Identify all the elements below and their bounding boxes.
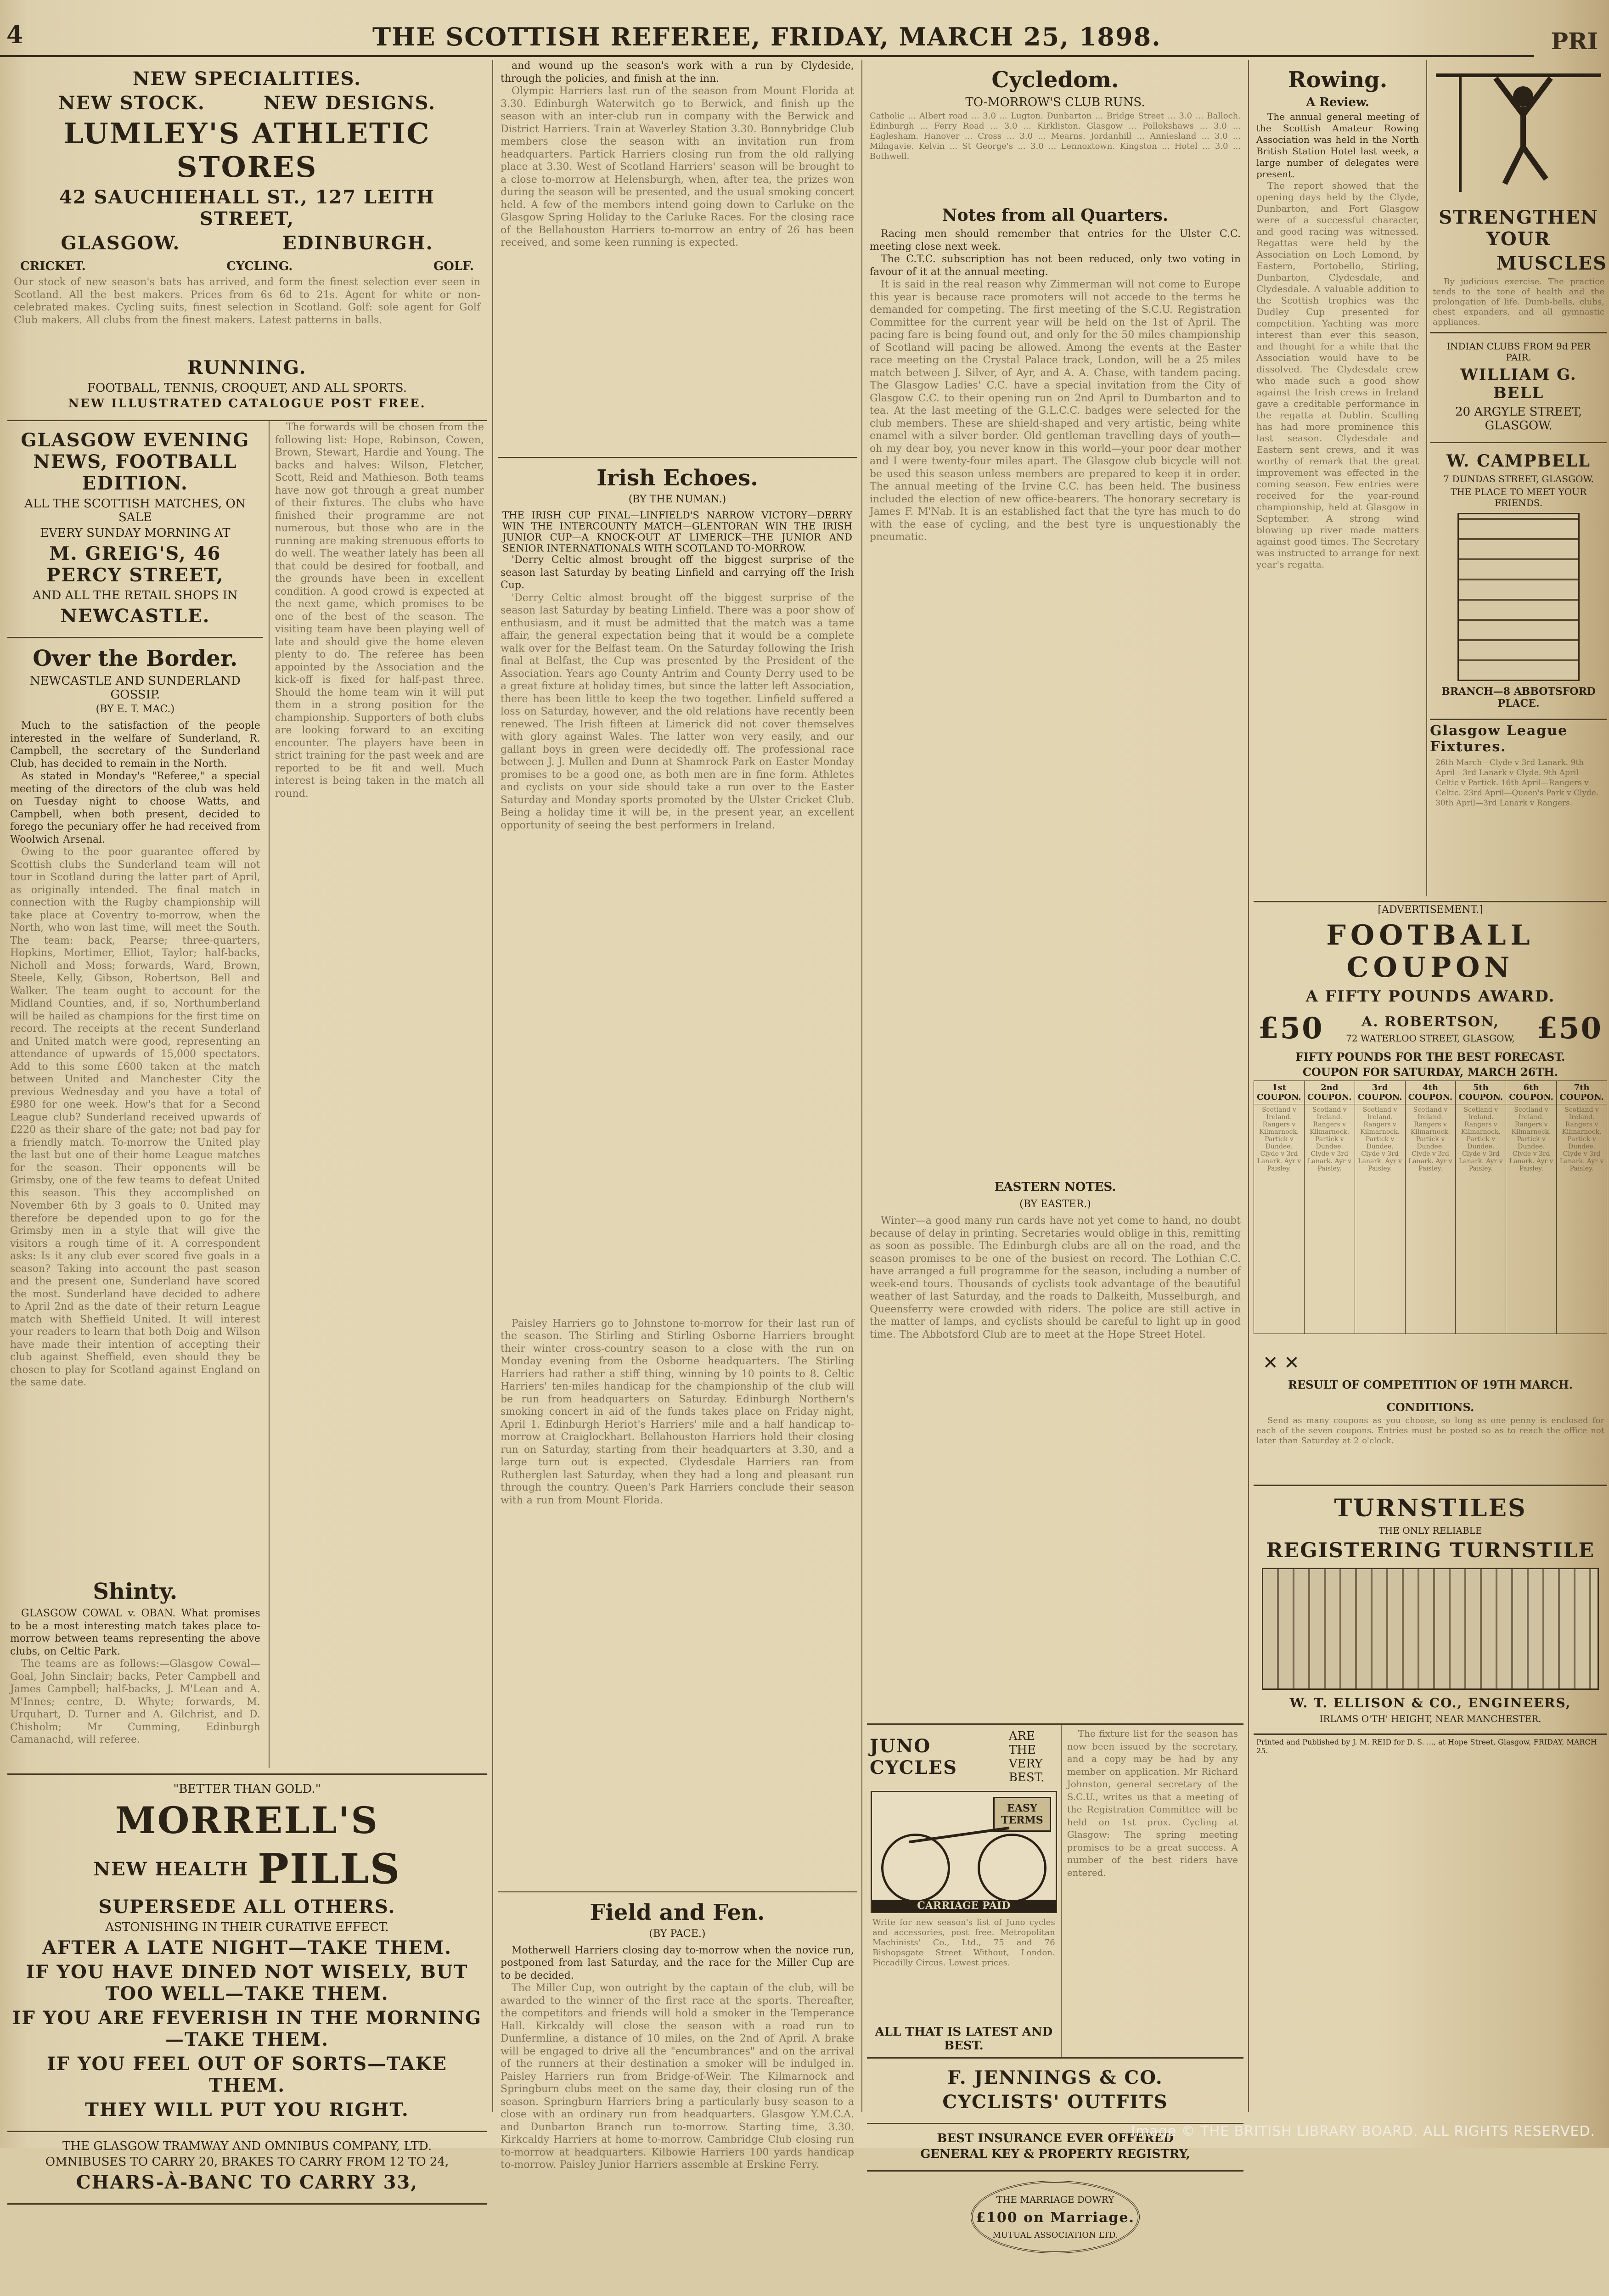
bicycle-illustration [871, 1791, 1057, 1913]
article-paragraph: 'Derry Celtic almost brought off the biggest surprise of the season last Saturday by beating Linfield and carrying off the Irish Cup. [501, 554, 854, 592]
article-paragraph: As stated in Monday's "Referee," a special meeting of the directors of the club was held on Tuesday night to choose Watts, and Campbell, when both present, decided to forego the pecuniary offer he had received from Woolwich Arsenal. [10, 770, 260, 846]
bicycle-wheel-icon [978, 1834, 1046, 1902]
coupon-table: 1st COUPON. 2nd COUPON. 3rd COUPON. 4th COUPON. 5th COUPON. 6th COUPON. 7th COUPON. Scotland v Ireland. Rangers v Kilmarnock. Partick v Dundee. Clyde v 3rd Lanark. Ayr v Paisley. Scotland v Ireland. Rangers v Kilmarnock. Partick v Dundee. Clyde v 3rd Lanark. Ayr v Paisley. Scotland v Ireland. Rangers v Kilmarnock. Partick v Dundee. Clyde v 3rd Lanark. Ayr v Paisley. Scotland v Ireland. Rangers v Kilmarnock. Partick v Dundee. Clyde v 3rd Lanark. Ayr v Paisley. Scotland v Ireland. Rangers v Kilmarnock. Partick v Dundee. Clyde v 3rd Lanark. Ayr v Paisley. Scotland v Ireland. Rangers v Kilmarnock. Partick v Dundee. Clyde v 3rd Lanark. Ayr v Paisley. Scotland v Ireland. Rangers v Kilmarnock. Partick v Dundee. Clyde v 3rd Lanark. Ayr v Paisley. [1254, 1080, 1607, 1334]
ad-address: 72 WATERLOO STREET, GLASGOW, [1346, 1033, 1515, 1044]
article-headline: Shinty. [7, 1579, 263, 1604]
ad-line: CHARS-À-BANC TO CARRY 33, [11, 2172, 483, 2193]
column-4 [1254, 60, 1607, 2112]
ad-body-text: By judicious exercise. The practice tends to the tone of health and the prolongation of life. Dumb-bells, clubs, chest expanders, and all gymnastic appliances. [1433, 277, 1604, 332]
article-subhead: THE IRISH CUP FINAL—LINFIELD'S NARROW VICTORY—DERRY WIN THE INTERCOUNTY MATCH—GLENTORAN WIN THE IRISH JUNIOR CUP—A KNOCK-OUT AT LIMERICK—THE JUNIOR AND SENIOR INTERNATIONALS WITH SCOTLAND TO-MORROW. [502, 510, 852, 554]
ad-title: WILLIAM G. BELL [1434, 366, 1603, 402]
article-headline: Irish Echoes. [498, 465, 857, 491]
ad-footer: NEW ILLUSTRATED CATALOGUE POST FREE. [11, 397, 483, 411]
article-subhead: A Review. [1254, 96, 1422, 109]
ad-line: NEW STOCK. NEW DESIGNS. [11, 92, 483, 114]
ad-line: AND ALL THE RETAIL SHOPS IN [11, 589, 259, 602]
easy-terms-badge: EASY TERMS [993, 1797, 1051, 1832]
ad-line: FIFTY POUNDS FOR THE BEST FORECAST. [1254, 1050, 1607, 1064]
bell-advert [1430, 332, 1607, 443]
ad-category: FOOTBALL, TENNIS, CROQUET, AND ALL SPORTS. [11, 381, 483, 395]
ad-line: "BETTER THAN GOLD." [11, 1782, 483, 1796]
column-rule [1248, 60, 1249, 2112]
gymnast-illustration [1431, 64, 1606, 202]
ad-title: F. JENNINGS & CO. [871, 2067, 1240, 2088]
ad-line: MUTUAL ASSOCIATION LTD. [992, 2230, 1118, 2240]
ad-line: NEWCASTLE. [11, 605, 259, 627]
page-number: 4 [6, 21, 23, 49]
ad-line: BRANCH—8 ABBOTSFORD PLACE. [1434, 686, 1603, 709]
article-paragraph: GLASGOW COWAL v. OBAN. What promises to be a most interesting match takes place to-morrow between teams representing the above clubs, on Celtic Park. [10, 1607, 260, 1658]
juno-cycles-advert [867, 1725, 1062, 2057]
article-body-text: Winter—a good many run cards have not yet come to hand, no doubt because of delay in printing. Secretaries would oblige in this, remitting as soon as possible. The Edinburgh clubs are all on the road, and the season promises to be one of the busiest on record. The Lothian C.C. have arranged a full programme for the season, including a number of week-end tours. Thousands of cyclists took advantage of the beautiful weather of last Saturday, and the roads to Dalkeith, Musselburgh, and Queensferry were crowded with riders. The police are still active in the matter of lamps, and cyclists should be careful to light up in good time. The Abbotsford Club are to meet at the Hope Street Hotel. [870, 1215, 1241, 1720]
article-paragraph: Racing men should remember that entries for the Ulster C.C. meeting close next week. [870, 228, 1241, 253]
article-headline: Field and Fen. [498, 1900, 857, 1925]
ad-line: COUPON FOR SATURDAY, MARCH 26TH. [1254, 1065, 1607, 1079]
ad-line: NEW SPECIALITIES. [11, 68, 483, 90]
section-headline: Cycledom. [867, 67, 1243, 93]
column-2 [498, 60, 857, 2112]
building-illustration [1457, 513, 1580, 681]
ad-line: NEW HEALTH [94, 1858, 249, 1880]
ad-title: £100 on Marriage. [976, 2210, 1135, 2226]
ad-address: 7 DUNDAS STREET, GLASGOW. [1434, 473, 1603, 484]
ad-line: THE ONLY RELIABLE [1257, 1525, 1603, 1536]
club-runs-table: Catholic ... Albert road ... 3.0 ... Lugton. Dunbarton ... Bridge Street ... 3.0 ... Balloch. Edinburgh ... Ferry Road ... 3.0 ... Kirkliston. Glasgow ... Pollokshaws ... 3.0 ... Eaglesham. Hanover ... Cross ... 3.0 ... Mearns. Jordanhill ... Anniesland ... 3.0 ... Milngavie. Kelvin ... St George's ... 3.0 ... Lennoxtown. Kingston ... Hotel ... 3.0 ... Bothwell. [870, 111, 1241, 198]
ad-category: CRICKET. [20, 259, 86, 273]
article-byline: (BY E. T. MAC.) [7, 703, 263, 715]
ad-line: ALL THE SCOTTISH MATCHES, ON SALE [11, 497, 259, 524]
section-subhead: TO-MORROW'S CLUB RUNS. [867, 96, 1243, 109]
ad-line: IF YOU FEEL OUT OF SORTS—TAKE THEM. [11, 2053, 483, 2096]
irish-echoes-article [498, 457, 857, 1317]
coupon-header: 6th COUPON. [1506, 1081, 1557, 1104]
morrells-pills-advert [7, 1773, 487, 2132]
article-subhead: NEWCASTLE AND SUNDERLAND GOSSIP. [7, 674, 263, 702]
coupon-header: 1st COUPON. [1254, 1081, 1305, 1104]
ad-title: GLASGOW EVENING NEWS, FOOTBALL EDITION. [11, 429, 259, 494]
article-body-text: 'Derry Celtic almost brought off the biggest surprise of the season last Saturday by beating Linfield. There was a poor show of enthusiasm, and it must be admitted that the match was a tame affair, the general expectation being that it would be a complete walk over for the Belfast team. On the Saturday following the Irish final at Belfast, the Cup was presented by the President of the Association. Years ago County Antrim and County Derry used to be a great fixture at holiday times, but since the latter left Association, there has been little to keep the two together. Linfield suffered a loss on Saturday, however, and the old relations have recently been renewed. The Irish fifteen at Limerick did not cover themselves with glory against Wales. The latter won very easily, and our gallant boys in green were decidedly off. The professional race between J. J. Mullen and Dunn at Shamrock Park on Easter Monday promises to be a good one, as both men are in fine form. Athletes and cyclists on your side should take a run over to the Easter Saturday and Monday sports promoted by the Ulster Cricket Club. Being a holiday time it will be, in the present year, an excellent opportunity of seeing the best performers in Ireland. [501, 592, 854, 1317]
article-headline: Over the Border. [7, 646, 263, 671]
field-and-fen-article [498, 1891, 857, 2296]
turnstiles-advert [1254, 1485, 1607, 1735]
ad-line: EVERY SUNDAY MORNING AT [11, 526, 259, 540]
column-3 [867, 60, 1243, 2112]
tramway-advert [7, 2132, 487, 2205]
campbell-advert [1430, 443, 1607, 720]
newspaper-title: THE SCOTTISH REFEREE, FRIDAY, MARCH 25, 1898. [0, 22, 1534, 51]
section-subhead: EASTERN NOTES. [867, 1180, 1243, 1194]
adjacent-page-fragment: PRI [1551, 28, 1598, 55]
ad-line: [ADVERTISEMENT.] [1254, 904, 1607, 916]
ad-line: IF YOU HAVE DINED NOT WISELY, BUT TOO WELL—TAKE THEM. [11, 1961, 483, 2004]
article-body-text: It is said in the real reason why Zimmerman will not come to Europe this year is because race promoters will not accede to the terms he demanded for competing. The first meeting of the S.C.U. Registration Committee for the current year will be held on the 1st of April. The pacing fare is being found out, and only for the 50 miles championship of Scotland will pacing be allowed. Among the events at the Easter race meeting on the Crystal Palace track, London, will be a 25 miles match between J. Silver, of Ayr, and A. A. Chase, with tandem pacing. The Glasgow Ladies' C.C. have a special invitation from the City of Glasgow C.C. to their opening run on 2nd April to Dumbarton and to tea. At the last meeting of the G.L.C.C. badges were selected for the club members. These are shield-shaped and very artistic, being white enamel with a silver border. Old gentleman travelling days of youth—oh my dear boy, you never know in this world—your poor dear mother and I were twenty-four miles apart. The Glasgow club bicycle will not be used this season unless members are prepared to keep it in order. The annual meeting of the Irvine C.C. has been held. The business included the election of new office-bearers. The honorary secretary is James F. M'Nab. It is an established fact that the tyre has much to do with the ease of cycling, and the best tyre is unquestionably the pneumatic. [870, 278, 1241, 1178]
ad-title: A. ROBERTSON, [1346, 1014, 1515, 1030]
prize-amount: £50 [1258, 1011, 1324, 1046]
ad-title: THE GLASGOW TRAMWAY AND OMNIBUS COMPANY, LTD. [11, 2139, 483, 2153]
ad-title: TURNSTILES [1257, 1494, 1603, 1522]
ad-category: GOLF. [433, 259, 474, 273]
jennings-advert [867, 2059, 1243, 2124]
article-body-text: Owing to the poor guarantee offered by Scottish clubs the Sunderland team will not tour in Scotland during the latter part of April, as originally intended. The final match in connection with the Rugby championship will take place at Coventry to-morrow, when the North, who won last time, will meet the South. The team: back, Pearse; three-quarters, Hopkins, Mortimer, Elliot, Taylor; half-backs, Nicholl and Moss; forwards, Ward, Brown, Steele, Kelly, Gibson, Robertson, Bell and Walker. The team ought to account for the Midland Counties, and, if so, Northumberland will be hailed as champions for the first time on record. The receipts at the recent Sunderland and United match were good, representing an attendance of upwards of 15,000 spectators. Add to this some £600 taken at the match between United and Manchester City the previous Wednesday and you have a total of £980 for one week. How's that for a Second League club? Sunderland received upwards of £220 as their share of the gate; not bad pay for a friendly match. To-morrow the United play the last but one of their home League matches for the season. Their opponents will be Grimsby, one of the few teams to defeat United this season. This they accomplished on November 6th by 3 goals to 0. United may therefore be depended upon to go for the Grimsby men in a style that will give the visitors a rough time of it. A correspondent asks: Is it any club ever scored five goals in a season? Taking into account the past season and the present one, Sunderland have scored the most. Sunderland have decided to adhere to April 2nd as the date of their return League match with Sheffield United. It will interest your readers to learn that both Doig and Wilson have made their intention of accepting their club against Sheffield, even should they be chosen to play for Scotland against England on the same date. [10, 846, 260, 1571]
ad-line: IF YOU ARE FEVERISH IN THE MORNING—TAKE THEM. [11, 2007, 483, 2050]
ad-line: A FIFTY POUNDS AWARD. [1254, 987, 1607, 1006]
ad-line: ASTONISHING IN THEIR CURATIVE EFFECT. [11, 1920, 483, 1934]
ad-address: GLASGOW. EDINBURGH. [11, 232, 483, 254]
ad-line: SUPERSEDE ALL OTHERS. [11, 1896, 483, 1918]
ad-line: CYCLISTS' OUTFITS [871, 2091, 1240, 2113]
ad-line: ARE THE VERY BEST. [1009, 1729, 1058, 1784]
ad-category: RUNNING. [11, 357, 483, 378]
article-headline: Rowing. [1254, 67, 1422, 93]
ad-title: STRENGTHEN YOUR [1430, 207, 1607, 250]
article-body-text: The fixture list for the season has now been issued by the secretary, and a copy may be had by any member on application. Mr Richard Johnston, general secretary of the S.C.U., writes us that a meeting of the Registration Committee will be held on 1st prox. Cycling at Glasgow: The spring meeting promises to be a great success. A number of the best riders have entered. [1067, 1728, 1238, 2049]
article-body-text: The Miller Cup, won outright by the captain of the club, will be awarded to the winner of the first race at the sports. Thereafter, the competitors and friends will hold a smoker in the Temperance Hall. Kirkcaldy will close the season with a road run to Dunfermline, a distance of 10 miles, on the 2nd of April. A brake will be engaged to drive all the "encumbrances" and on the arrival of the runners at their destination a smoker will be indulged in. Paisley Harriers run from Bridge-of-Weir. The Kilmarnock and Springburn clubs meet on the same day, their closing run of the season. Springburn Harriers bring a particularly busy season to a close with an ordinary run from headquarters. Glasgow Y.M.C.A. and Dunbarton Branch run to-morrow. Starting time, 3.30. Kirkcaldy Harriers at home to-morrow. Cambridge Club closing run to-morrow at headquarters. Kilbowie Harriers 100 yards handicap to-morrow. Paisley Junior Harriers assemble at Erskine Ferry. [501, 1982, 854, 2296]
ad-line: AFTER A LATE NIGHT—TAKE THEM. [11, 1937, 483, 1958]
ad-title: BEST INSURANCE EVER OFFERED [871, 2132, 1240, 2145]
shinty-article [7, 1579, 263, 1768]
ad-title: JUNO CYCLES [870, 1735, 1009, 1778]
prize-amount: £50 [1537, 1011, 1603, 1046]
ad-address: 42 SAUCHIEHALL ST., 127 LEITH STREET, [11, 186, 483, 230]
marriage-dowry-emblem [971, 2181, 1140, 2253]
article-body-text: The teams are as follows:—Glasgow Cowal—Goal, John Sinclair; backs, Peter Campbell and James Campbell; half-backs, J. M'Lean and A. M'Innes; centre, D. Whyte; forwards, M. Urquhart, D. Turner and A. Gilchrist, and D. Chisholm; Mr Cumming, Edinburgh Camanachd, will referee. [10, 1658, 260, 1768]
article-paragraph: Much to the satisfaction of the people interested in the welfare of Sunderland, R. Campbell, the secretary of the Sunderland Club, has decided to remain in the North. [10, 720, 260, 770]
bicycle-wheel-icon [881, 1834, 950, 1902]
ad-title: PILLS [258, 1845, 400, 1893]
ad-title: MUSCLES [1430, 253, 1607, 274]
rowing-article [1254, 60, 1422, 896]
ad-title: MORRELL'S [11, 1799, 483, 1842]
ad-line: GENERAL KEY & PROPERTY REGISTRY, [871, 2147, 1240, 2161]
masthead [0, 18, 1534, 57]
lumley-advert [7, 60, 487, 421]
football-coupon-advert: [ADVERTISEMENT.] FOOTBALL COUPON A FIFTY POUNDS AWARD. £50 A. ROBERTSON, 72 WATERLOO STREET, GLASGOW, £50 FIFTY POUNDS FOR THE BEST FORECAST. COUPON FOR SATURDAY, MARCH 26TH. 1st COUPON. 2nd COUPON. 3rd COUPON. 4th COUPON. 5th COUPON. 6th COUPON. 7th COUPON. Scotland v Ireland. Rangers v Kilmarnock. Partick v Dundee. Clyde v 3rd Lanark. Ayr v Paisley. Scotland v Ireland. Rangers v Kilmarnock. Partick v Dundee. Clyde v 3rd Lanark. Ayr v Paisley. Scotland v Ireland. Rangers v Kilmarnock. Partick v Dundee. Clyde v 3rd Lanark. Ayr v Paisley. Scotland v Ireland. Rangers v Kilmarnock. Partick v Dundee. Clyde v 3rd Lanark. Ayr v Paisley. Scotland v Ireland. Rangers v Kilmarnock. Partick v Dundee. Clyde v 3rd Lanark. Ayr v Paisley. Scotland v Ireland. Rangers v Kilmarnock. Partick v Dundee. Clyde v 3rd Lanark. Ayr v Paisley. Scotland v Ireland. Rangers v Kilmarnock. Partick v Dundee. Clyde v 3rd Lanark. Ayr v Paisley. ✕ ✕ RESULT OF COMPETITION OF 19TH MARCH. CONDITIONS. Send as many coupons as you choose, so long as one penny is enclosed for each of the seven coupons. Entries must be posted so as to reach the office not later than Saturday at 2 o'clock. [1254, 901, 1607, 1485]
article-paragraph: and wound up the season's work with a run by Clydeside, through the policies, and finish at the inn. [501, 60, 854, 85]
ad-body-text: Send as many coupons as you choose, so long as one penny is enclosed for each of the seven coupons. Entries must be posted so as to reach the office not later than Saturday at 2 o'clock. [1256, 1416, 1604, 1485]
imprint: Printed and Published by J. M. REID for D. S. ..., at Hope Street, Glasgow, FRIDAY, MARCH 25. [1256, 1738, 1604, 1755]
ad-line: CONDITIONS. [1254, 1401, 1607, 1414]
image-credit: Image © THE BRITISH LIBRARY BOARD. ALL RIGHTS RESERVED. [1131, 2123, 1595, 2139]
carriage-paid-banner: CARRIAGE PAID [872, 1900, 1056, 1912]
ad-body-text: Write for new season's list of Juno cycles and accessories, post free. Metropolitan Machinists' Co., Ltd., 75 and 76 Bishopsgate Street Without, London. Piccadilly Circus. Lowest prices. [872, 1918, 1055, 2023]
ad-line: THEY WILL PUT YOU RIGHT. [11, 2099, 483, 2121]
column-1 [7, 60, 487, 2112]
article-body-text: The report showed that the opening days held by the Clyde, Dunbarton, and Fort Glasgow were of a successful character, and good racing was witnessed. Regattas were held by the Association on Loch Lomond, by Eastern, Portobello, Stirling, Dunbarton, Clydesdale, and Clydesdale. A valuable addition to the Scottish trophies was the Dudley Cup presented for competition. Yachting was more interest than ever this season, and thought for a while that the Association would have to be dissolved. The Clydesdale crew who made such a good show against the Irish crews in Ireland gave a creditable performance in the regatta at Dublin. Sculling has had more prominence this last season. Clydesdale and Eastern sent crews, and it was worthy of remark that the great improvement was effected in the coming season. Few entries were received for the year-round championship, held at Glasgow in September. A strong wind blowing up river made matters against good times. The Secretary was instructed to arrange for next year's regatta. [1256, 180, 1419, 896]
ad-line: INDIAN CLUBS FROM 9d PER PAIR. [1434, 341, 1603, 363]
ad-title: FOOTBALL COUPON [1254, 919, 1607, 984]
ad-line: THE PLACE TO MEET YOUR FRIENDS. [1434, 486, 1603, 508]
ad-title: LUMLEY'S ATHLETIC STORES [11, 117, 483, 184]
ad-line: RESULT OF COMPETITION OF 19TH MARCH. [1254, 1378, 1607, 1391]
gymnast-icon [1431, 64, 1606, 202]
coupon-header: 7th COUPON. [1557, 1081, 1607, 1104]
article-byline: (BY PACE.) [498, 1928, 857, 1940]
ad-address: 20 ARGYLE STREET, GLASGOW. [1434, 405, 1603, 433]
section-headline: Glasgow League Fixtures. [1430, 723, 1607, 755]
glasgow-evening-news-advert [7, 421, 263, 638]
league-fixtures [1430, 723, 1607, 863]
article-byline: (BY THE NUMAN.) [498, 494, 857, 505]
column-rule [492, 60, 493, 2112]
cycledom-section [867, 67, 1243, 1720]
ad-line: M. GREIG'S, 46 PERCY STREET, [11, 543, 259, 586]
article-body-text: Paisley Harriers go to Johnstone to-morrow for their last run of the season. The Stirling and Stirling Osborne Harriers brought their winter cross-country season to a close with the run on Monday evening from the Osborne headquarters. The Stirling Harriers had rather a stiff thing, winning by 10 points to 8. Celtic Harriers' ten-miles handicap for the championship of the club will be run from headquarters on Saturday. Edinburgh Northern's smoking concert in aid of the funds takes place on Friday night, April 1. Edinburgh Heriot's Harriers' mile and a half handicap to-morrow at Craiglockhart. Bellahouston Harriers hold their closing run on Saturday, starting from their headquarters at 3.30, and a large turn out is expected. Clydesdale Harriers ran from Rutherglen last Saturday, when they had a long and pleasant run through the country. Queen's Park Harriers conclude their season with a run from Mount Florida. [501, 1317, 854, 1887]
coupon-header: 3rd COUPON. [1355, 1081, 1405, 1104]
coupon-header: 5th COUPON. [1456, 1081, 1506, 1104]
article-byline: (BY EASTER.) [867, 1199, 1243, 1210]
ad-footer: ALL THAT IS LATEST AND BEST. [870, 2025, 1058, 2053]
ad-body-text: Our stock of new season's bats has arrived, and form the finest selection ever seen in Scotland. All the best makers. Prices from 6s 6d to 21s. Agent for white or non-celebrated makes. Cycling suits, finest selection in Scotland. Golf: sole agent for Golf Club makers. All clubs from the finest makers. Latest patterns in balls. [14, 276, 480, 354]
coupon-header: 4th COUPON. [1405, 1081, 1456, 1104]
article-paragraph: The annual general meeting of the Scottish Amateur Rowing Association was held in the North British Station Hotel last week, a large number of delegates were present. [1256, 111, 1419, 180]
article-paragraph: The C.T.C. subscription has not been reduced, only two voting in favour of it at the annual meeting. [870, 253, 1241, 278]
ad-title: REGISTERING TURNSTILE [1257, 1539, 1603, 1562]
coupon-header: 2nd COUPON. [1304, 1081, 1355, 1104]
over-the-border-article [7, 646, 263, 1571]
ad-category: CYCLING. [226, 259, 293, 273]
ad-title: W. CAMPBELL [1434, 451, 1603, 471]
turnstile-illustration [1262, 1568, 1599, 1690]
ad-address: IRLAMS O'TH' HEIGHT, NEAR MANCHESTER. [1257, 1713, 1603, 1724]
ad-line: W. T. ELLISON & CO., ENGINEERS, [1257, 1695, 1603, 1711]
article-body-text: The forwards will be chosen from the following list: Hope, Robinson, Cowen, Brown, Stewart, Hardie and Young. The backs and halves: Wilson, Fletcher, Scott, Reid and Mathieson. Both teams have now got through a great number of their fixtures. The clubs who have finished their programme are not numerous, but those who are in the running are making strenuous efforts to do well. The weather lately has been all that could be desired for football, and the grounds have been in excellent condition. A good crowd is expected at the next game, which promises to be one of the best of the season. The visiting team have been playing well of late and should give the home eleven plenty to do. The referee has been appointed by the Association and the kick-off is fixed for half-past three. Should the home team win it will put them in a strong position for the championship. Supporters of both clubs are looking forward to an exciting encounter. The players have been in strict training for the past week and are reported to be fit and well. Much interest is being taken in the match all round. [275, 421, 484, 1294]
ad-line: THE MARRIAGE DOWRY [996, 2194, 1114, 2205]
article-body-text: Olympic Harriers last run of the season from Mount Florida at 3.30. Edinburgh Waterwitch go to Berwick, and finish up the season with an inter-club run in company with the Berwick and District Harriers. Train at Waverley Station 3.30. Bonnybridge Club members close the season with an invitation run from headquarters. Partick Harriers closing run from the old rallying place at 3.30. West of Scotland Harriers' season will be brought to a close to-morrow at Helensburgh, when, after tea, the prizes won during the season will be presented, and the usual smoking concert held. A few of the members intend going down to Carluke on the Glasgow Spring Holiday to the Carluke Races. For the closing race of the Bellahouston Harriers to-morrow an entry of 26 has been received, and some keen running is expected. [501, 85, 854, 452]
column-rule [861, 60, 862, 2112]
ad-line: OMNIBUSES TO CARRY 20, BRAKES TO CARRY FROM 12 TO 24, [11, 2155, 483, 2169]
section-headline: Notes from all Quarters. [867, 206, 1243, 225]
article-paragraph: Motherwell Harriers closing day to-morrow when the novice run, postponed from last Saturday, and the race for the Miller Cup are to be decided. [501, 1944, 854, 1982]
fixture-list: 26th March—Clyde v 3rd Lanark. 9th April—3rd Lanark v Clyde. 9th April—Celtic v Partick. 16th April—Rangers v Celtic. 23rd April—Queen's Park v Clyde. 30th April—3rd Lanark v Rangers. [1435, 758, 1602, 863]
